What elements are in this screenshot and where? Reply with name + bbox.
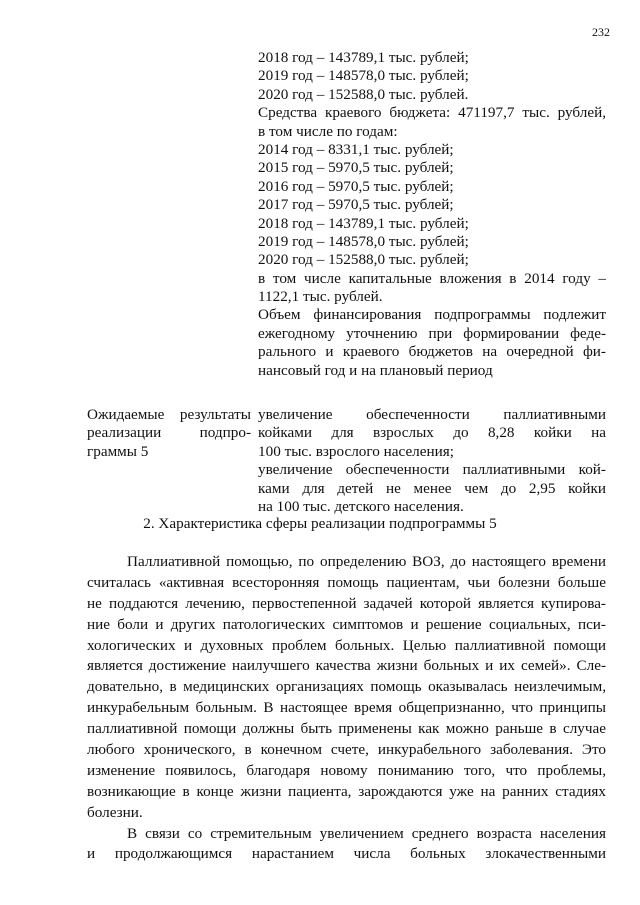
body-text	[87, 552, 606, 865]
results-label	[87, 406, 251, 461]
results-label-line: реализации подпро-	[87, 424, 251, 442]
funding-line: 2020 год – 152588,0 тыс. рублей.	[258, 85, 469, 103]
funding-line: ежегодному уточнению при формировании феде-	[258, 324, 606, 342]
funding-line: 2017 год – 5970,5 тыс. рублей;	[258, 196, 454, 214]
results-block	[258, 406, 606, 516]
funding-line: 2016 год – 5970,5 тыс. рублей;	[258, 177, 454, 195]
funding-line: 2020 год – 152588,0 тыс. рублей;	[258, 251, 469, 269]
results-line: увеличение обеспеченности паллиативными кой-	[258, 461, 606, 479]
funding-line: рального и краевого бюджетов на очередной фи-	[258, 343, 606, 361]
body-line: любого хронического, в конечном счете, инкурабельного заболевания. Это	[87, 741, 606, 759]
funding-line: 2019 год – 148578,0 тыс. рублей;	[258, 232, 469, 250]
body-line: изменение появилось, благодаря новому пониманию того, что проблемы,	[87, 761, 606, 779]
results-line: увеличение обеспеченности паллиативными	[258, 406, 606, 423]
body-line: болезни.	[87, 803, 143, 821]
funding-line: 2015 год – 5970,5 тыс. рублей;	[258, 159, 454, 177]
funding-line: 2018 год – 143789,1 тыс. рублей;	[258, 49, 469, 66]
results-label-line: Ожидаемые результаты	[87, 406, 251, 423]
funding-line: 2014 год – 8331,1 тыс. рублей;	[258, 140, 454, 158]
funding-line: нансовый год и на плановый период	[258, 361, 493, 379]
section-heading: 2. Характеристика сферы реализации подпрограммы 5	[143, 515, 497, 532]
body-line: хологических и духовных проблем больных. Целью паллиативной помощи	[87, 636, 606, 654]
body-line: В связи со стремительным увеличением среднего возраста населения	[127, 824, 606, 842]
body-line: считалась «активная всесторонняя помощь пациентам, чьи болезни больше	[87, 573, 606, 591]
page-number: 232	[592, 25, 610, 39]
funding-line: в том числе по годам:	[258, 122, 398, 140]
body-line: и продолжающимся нарастанием числа больных злокачественными	[87, 845, 606, 863]
funding-line: 2019 год – 148578,0 тыс. рублей;	[258, 67, 469, 85]
funding-line: Средства краевого бюджета: 471197,7 тыс. рублей,	[258, 104, 606, 122]
body-line: довательно, в медицинских организациях помощь оказывалась неизлечимым,	[87, 678, 606, 696]
results-label-line: граммы 5	[87, 442, 149, 460]
body-line: не поддаются лечению, первостепенной задачей которой является купирова-	[87, 594, 606, 612]
body-line: инкурабельным больным. В настоящее время общепризнанно, что принципы	[87, 699, 606, 717]
body-line: возникающие в конце жизни пациента, зарождаются уже на ранних стадиях	[87, 782, 606, 800]
funding-line: 1122,1 тыс. рублей.	[258, 288, 383, 306]
funding-block	[258, 49, 606, 380]
body-line: ние боли и других патологических симптомов и решение социальных, пси-	[87, 615, 606, 633]
results-line: ками для детей не менее чем до 2,95 койки	[258, 479, 606, 497]
funding-line: в том числе капитальные вложения в 2014 году –	[258, 269, 606, 287]
funding-line: Объем финансирования подпрограммы подлежит	[258, 306, 606, 324]
funding-line: 2018 год – 143789,1 тыс. рублей;	[258, 214, 469, 232]
results-line: на 100 тыс. детского населения.	[258, 497, 464, 515]
body-line: является достижение наилучшего качества жизни больных и их семей». Сле-	[87, 657, 606, 675]
body-line: Паллиативной помощью, по определению ВОЗ, до настоящего времени	[127, 553, 606, 570]
body-line: паллиативной помощи должны быть применены как можно раньше в случае	[87, 720, 606, 738]
results-line: койками для взрослых до 8,28 койки на	[258, 424, 606, 442]
results-line: 100 тыс. взрослого населения;	[258, 442, 454, 460]
